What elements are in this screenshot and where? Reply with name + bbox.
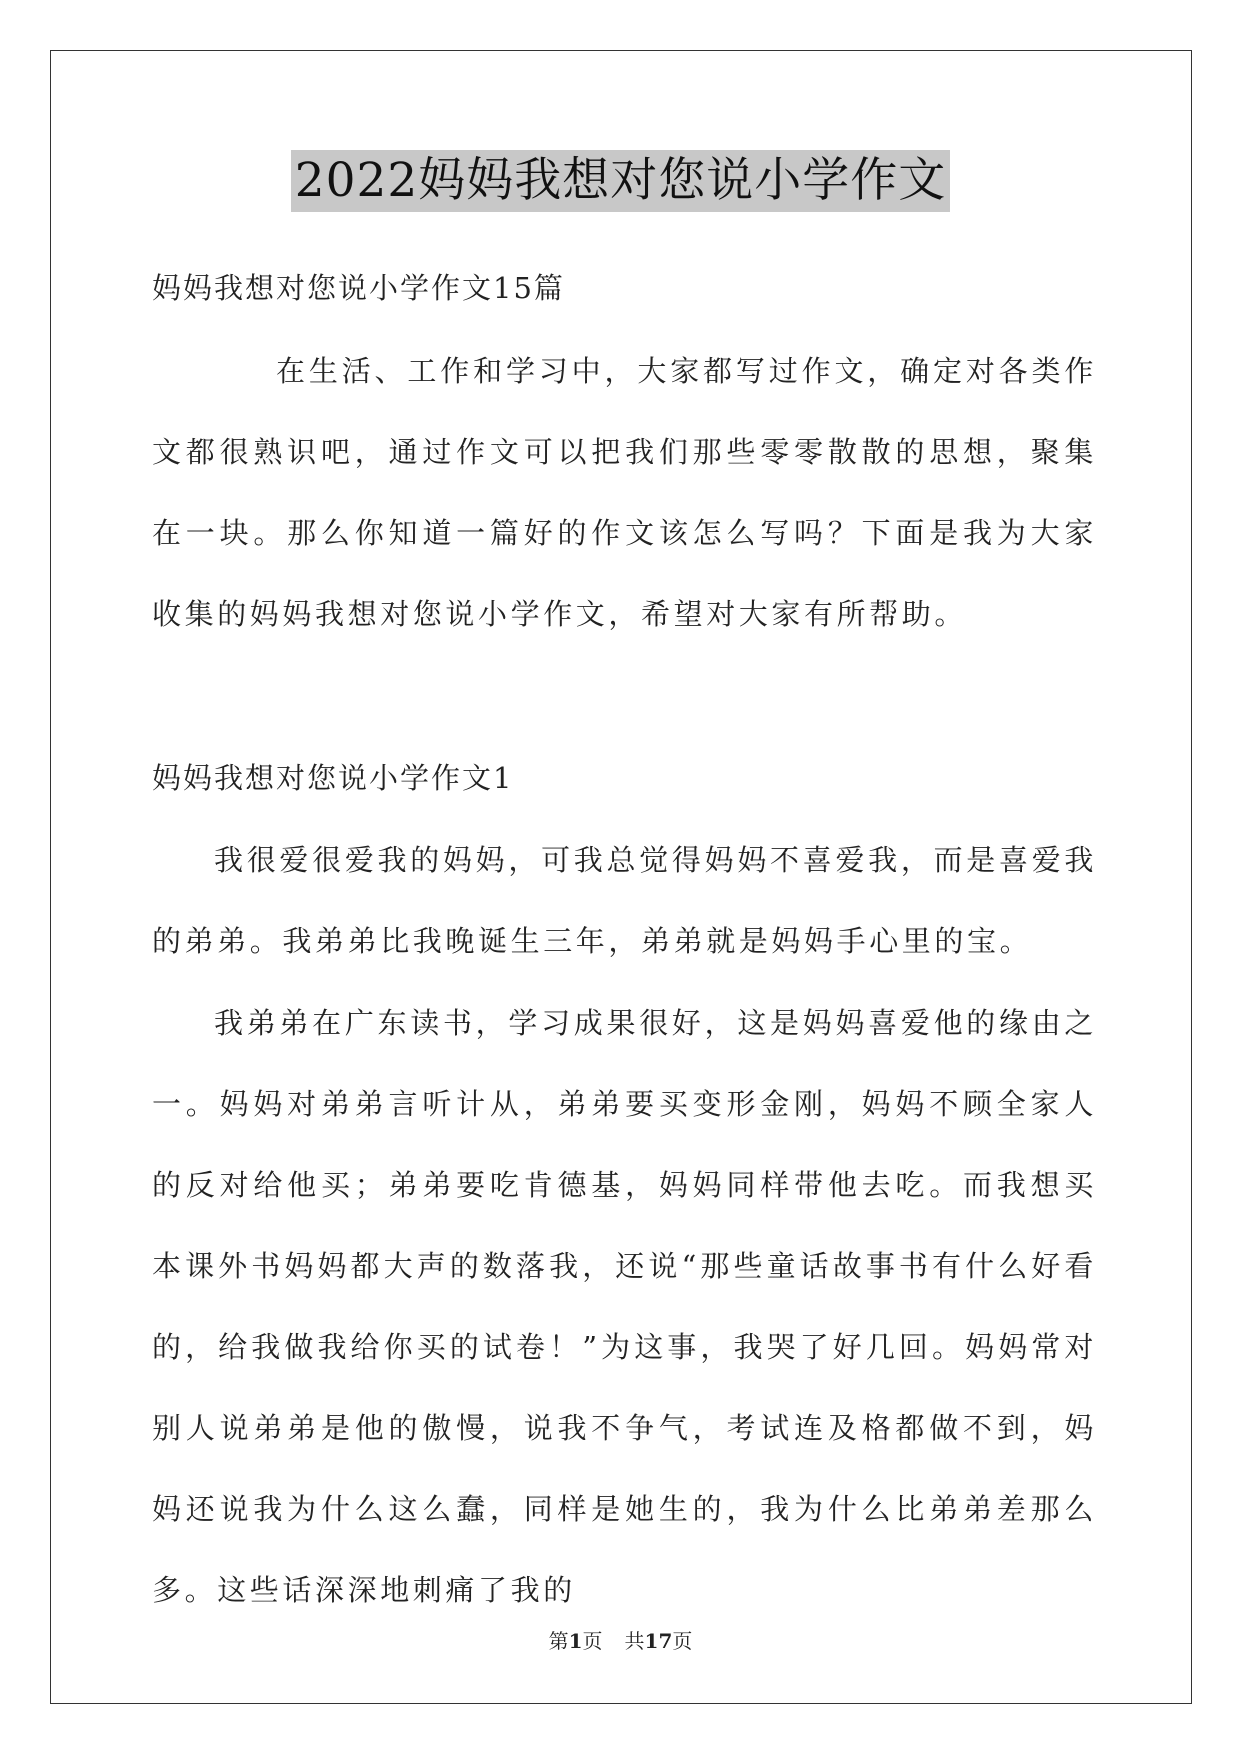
footer-page-total: 17 — [644, 1629, 673, 1653]
footer-page-suffix: 页 — [582, 1629, 603, 1653]
document-title: 2022妈妈我想对您说小学作文 — [291, 150, 951, 212]
body-paragraph-2: 我弟弟在广东读书，学习成果很好，这是妈妈喜爱他的缘由之一。妈妈对弟弟言听计从，弟弟要买变形金刚，妈妈不顾全家人的反对给他买；弟弟要吃肯德基，妈妈同样带他去吃。而我想买本课外书妈妈都大声的数落我，还说“那些童话故事书有什么好看的，给我做我给你买的试卷！”为这事，我哭了好几回。妈妈常对别人说弟弟是他的傲慢，说我不争气，考试连及格都做不到，妈妈还说我为什么这么蠢，同样是她生的，我为什么比弟弟差那么多。这些话深深地刺痛了我的 — [152, 1006, 1097, 1607]
footer-page-prefix: 第 — [548, 1629, 569, 1653]
section-heading: 妈妈我想对您说小学作文1 — [152, 761, 514, 795]
page-footer — [0, 1628, 1241, 1654]
body-paragraph-1: 我很爱很爱我的妈妈，可我总觉得妈妈不喜爱我，而是喜爱我的弟弟。我弟弟比我晚诞生三年，弟弟就是妈妈手心里的宝。 — [152, 843, 1097, 958]
footer-total-prefix: 共 — [624, 1629, 645, 1653]
footer-page-current: 1 — [568, 1629, 583, 1653]
footer-total-suffix: 页 — [672, 1629, 693, 1653]
intro-paragraph: 在生活、工作和学习中，大家都写过作文，确定对各类作文都很熟识吧，通过作文可以把我们那些零零散散的思想，聚集在一块。那么你知道一篇好的作文该怎么写吗？下面是我为大家收集的妈妈我想对您说小学作文，希望对大家有所帮助。 — [152, 354, 1097, 631]
title-container — [0, 150, 1241, 212]
document-subtitle: 妈妈我想对您说小学作文15篇 — [152, 271, 565, 305]
